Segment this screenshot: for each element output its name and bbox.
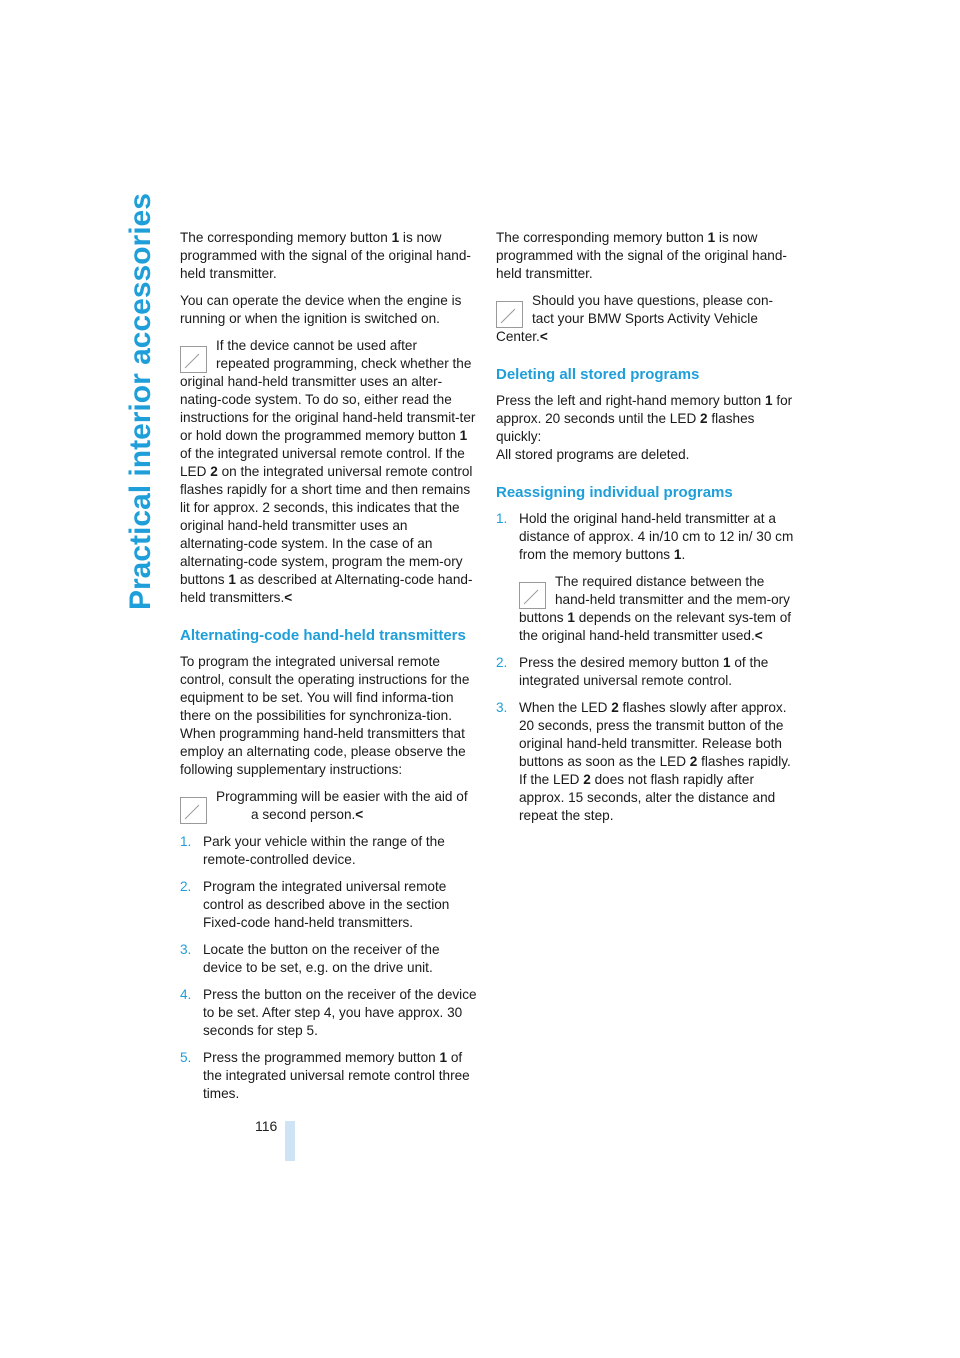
right-paragraph-3: All stored programs are deleted.: [496, 447, 690, 462]
list-item: 2. Program the integrated universal remote control as described above in the section Fixed-code hand-held transmitters.: [180, 879, 450, 930]
chapter-sidebar: [103, 0, 163, 1358]
left-paragraph-1: The corresponding memory button 1 is now programmed with the signal of the original hand-held transmitter.: [180, 230, 471, 281]
list-item: 2. Press the desired memory button 1 of the integrated universal remote control.: [496, 655, 769, 688]
heading-reassigning-programs: Reassigning individual programs: [496, 484, 733, 501]
left-column: [180, 229, 478, 1112]
alternating-code-steps: [180, 833, 478, 1103]
chapter-title: Practical interior accessories: [124, 193, 157, 610]
list-item: 1. Park your vehicle within the range of the remote-controlled device.: [180, 834, 445, 867]
note-arrow-icon: [180, 797, 207, 824]
note-required-distance: The required distance between the hand-held transmitter and the mem-ory buttons 1 depends on the relevant sys-tem of the original hand-held transmitter used.<: [519, 574, 792, 643]
left-paragraph-2: You can operate the device when the engine is running or when the ignition is switched on.: [180, 293, 462, 326]
note-alternating-code-check: If the device cannot be used after repeated programming, check whether the original hand-held transmitter uses an alter-nating-code system. To do so, either read the instructions for the original hand-held transmit-ter or hold down the programmed memory button 1 of the integrated universal remote control. If the LED 2 on the integrated universal remote control flashes rapidly for a short time and then remains lit for approx. 2 seconds, this indicates that the original hand-held transmitter uses an alternating-code system. In the case of an alternating-code system, program the mem-ory buttons 1 as described at Alternating-code hand-held transmitters.<: [180, 338, 476, 605]
note-arrow-icon: [496, 301, 523, 328]
note-questions: Should you have questions, please con- tact your BMW Sports Activity Vehicle Center.<: [496, 293, 774, 344]
list-item: 4. Press the button on the receiver of the device to be set. After step 4, you have approx. 30 seconds for step 5.: [180, 987, 477, 1038]
reassigning-steps-continued: [496, 654, 794, 825]
heading-alternating-code: Alternating-code hand-held transmitters: [180, 627, 466, 644]
page-number: 116: [255, 1118, 278, 1134]
right-paragraph-2: Press the left and right-hand memory button 1 for approx. 20 seconds until the LED 2 flashes quickly:: [496, 393, 793, 444]
right-paragraph-1: The corresponding memory button 1 is now programmed with the signal of the original hand-held transmitter.: [496, 230, 787, 281]
list-item: 5. Press the programmed memory button 1 of the integrated universal remote control three times.: [180, 1050, 470, 1101]
note-second-person: Programming will be easier with the aid of a second person.<: [180, 788, 478, 824]
left-paragraph-3: To program the integrated universal remote control, consult the operating instructions for the equipment to be set. You will find informa-tion there on the possibilities for synchroniza-tion.: [180, 654, 470, 723]
list-item: 1. Hold the original hand-held transmitter at a distance of approx. 4 in/10 cm to 12 in/ 30 cm from the memory buttons 1.: [496, 511, 794, 562]
note-arrow-icon: [180, 346, 207, 373]
right-column: [496, 229, 794, 834]
page-marker-bar: [285, 1121, 295, 1161]
left-paragraph-4: When programming hand-held transmitters that employ an alternating code, please observe the following supplementary instructions:: [180, 726, 466, 777]
list-item: 3. When the LED 2 flashes slowly after approx. 20 seconds, press the transmit button of the original hand-held transmitter. Release both buttons as soon as the LED 2 flashes rapidly. If the LED 2 does not flash rapidly after approx. 15 seconds, alter the distance and repeat the step.: [496, 700, 791, 823]
reassigning-steps: [496, 510, 794, 564]
heading-deleting-programs: Deleting all stored programs: [496, 366, 700, 383]
note-arrow-icon: [519, 582, 546, 609]
list-item: 3. Locate the button on the receiver of the device to be set, e.g. on the drive unit.: [180, 942, 440, 975]
chapter-title-svg: [103, 0, 163, 1358]
